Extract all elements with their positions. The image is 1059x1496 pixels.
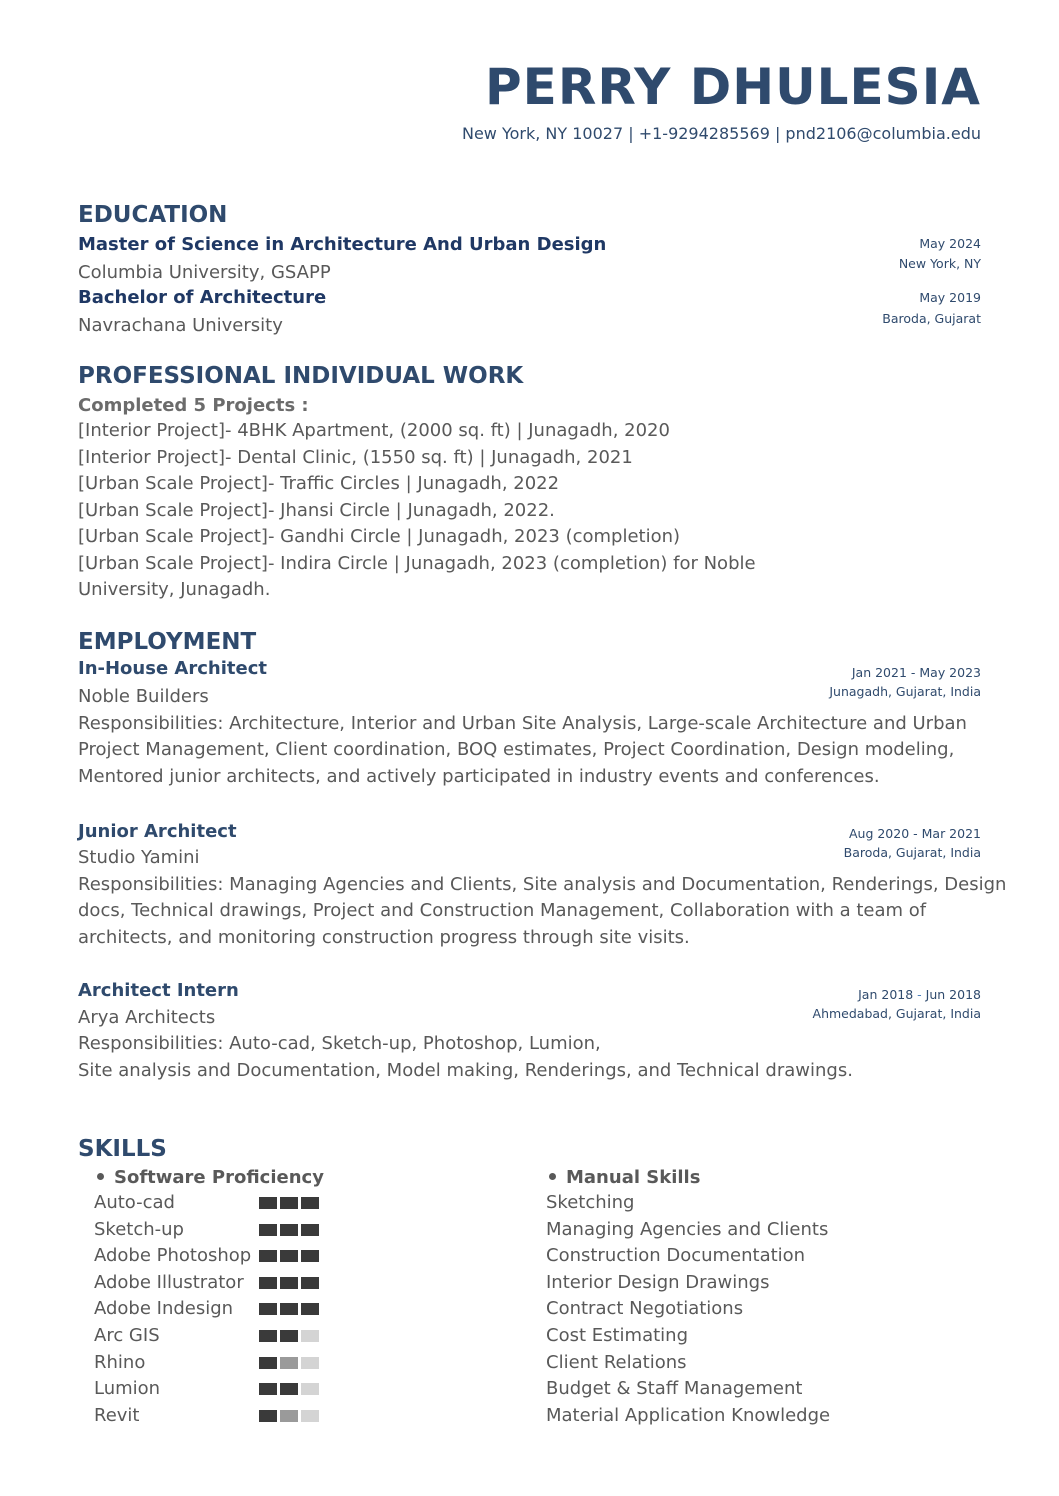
job-location: Baroda, Gujarat, India <box>843 845 981 860</box>
manual-skill-item: Cost Estimating <box>546 1324 689 1346</box>
employment-heading: EMPLOYMENT <box>78 629 257 655</box>
proficiency-bar-full <box>259 1410 277 1422</box>
software-skill-name: Adobe Photoshop <box>94 1245 252 1267</box>
projects-heading: PROFESSIONAL INDIVIDUAL WORK <box>78 363 524 389</box>
proficiency-bar-full <box>280 1330 298 1342</box>
proficiency-meter <box>259 1330 319 1342</box>
proficiency-bar-full <box>259 1383 277 1395</box>
proficiency-bar-full <box>259 1277 277 1289</box>
projects-subheading: Completed 5 Projects : <box>78 395 309 416</box>
software-skill-item <box>94 1376 251 1403</box>
manual-skill-item: Managing Agencies and Clients <box>546 1218 829 1240</box>
software-skill-item <box>94 1403 251 1430</box>
manual-skill-item: Construction Documentation <box>546 1245 806 1267</box>
education-location: New York, NY <box>898 256 981 271</box>
job-description-line: Site analysis and Documentation, Model making, Renderings, and Technical drawings. <box>78 1060 853 1081</box>
education-heading: EDUCATION <box>78 202 228 228</box>
proficiency-bar-full <box>280 1383 298 1395</box>
software-skill-name: Lumion <box>94 1378 161 1400</box>
education-date: May 2019 <box>919 290 981 305</box>
software-skill-name: Arc GIS <box>94 1324 160 1346</box>
manual-skill-item: Budget & Staff Management <box>546 1378 803 1400</box>
proficiency-bar-light <box>301 1357 319 1369</box>
proficiency-bar-mid <box>280 1357 298 1369</box>
software-skills-list <box>94 1190 251 1429</box>
job-date-start: Jan 2018 <box>858 987 914 1002</box>
education-degree: Bachelor of Architecture <box>78 287 327 308</box>
proficiency-bar-full <box>259 1357 277 1369</box>
software-skill-item <box>94 1323 251 1350</box>
proficiency-bar-full <box>280 1250 298 1262</box>
proficiency-meter <box>259 1224 319 1236</box>
proficiency-meter <box>259 1357 319 1369</box>
proficiency-bar-full <box>259 1330 277 1342</box>
candidate-name: PERRY DHULESIA <box>485 58 981 116</box>
proficiency-bar-light <box>301 1383 319 1395</box>
proficiency-meter <box>259 1197 319 1209</box>
job-description-line: Mentored junior architects, and actively participated in industry events and conferences. <box>78 766 880 787</box>
education-school: Navrachana University <box>78 315 283 336</box>
education-degree: Master of Science in Architecture And Urban Design <box>78 234 607 255</box>
proficiency-bar-full <box>280 1197 298 1209</box>
software-skill-name: Adobe Illustrator <box>94 1271 244 1293</box>
contact-info: New York, NY 10027 | +1-9294285569 | pnd2106@columbia.edu <box>461 124 981 143</box>
proficiency-bar-light <box>301 1410 319 1422</box>
job-company: Studio Yamini <box>78 847 200 868</box>
manual-skill-item: Client Relations <box>546 1351 687 1373</box>
proficiency-meter <box>259 1303 319 1315</box>
proficiency-bar-full <box>280 1277 298 1289</box>
job-dates <box>858 987 981 1002</box>
software-skill-name: Adobe Indesign <box>94 1298 234 1320</box>
proficiency-bar-mid <box>280 1410 298 1422</box>
software-skill-item <box>94 1190 251 1217</box>
job-title: Architect Intern <box>78 980 239 1001</box>
job-title: In-House Architect <box>78 658 267 679</box>
proficiency-bar-full <box>301 1197 319 1209</box>
proficiency-meter <box>259 1383 319 1395</box>
software-skill-item <box>94 1270 251 1297</box>
proficiency-bar-full <box>280 1224 298 1236</box>
manual-skill-item: Interior Design Drawings <box>546 1271 770 1293</box>
software-skill-item <box>94 1217 251 1244</box>
software-skills-label: Software Proficiency <box>114 1167 324 1188</box>
job-dates: Jan 2021 - May 2023 <box>851 665 981 680</box>
education-school: Columbia University, GSAPP <box>78 262 331 283</box>
project-line: [Urban Scale Project]- Gandhi Circle | Junagadh, 2023 (completion) <box>78 526 681 547</box>
job-location: Ahmedabad, Gujarat, India <box>812 1006 981 1021</box>
project-line: [Urban Scale Project]- Jhansi Circle | Junagadh, 2022. <box>78 500 555 521</box>
manual-skills-label: Manual Skills <box>566 1167 701 1188</box>
software-skill-item <box>94 1243 251 1270</box>
job-date-end: Jun 2018 <box>925 987 981 1002</box>
bullet-icon <box>97 1173 104 1180</box>
manual-skills-heading <box>549 1167 700 1188</box>
proficiency-bar-full <box>259 1197 277 1209</box>
job-company: Arya Architects <box>78 1007 216 1028</box>
job-description-line: Responsibilities: Architecture, Interior and Urban Site Analysis, Large-scale Architecture and Urban <box>78 713 967 734</box>
manual-skill-item: Sketching <box>546 1192 635 1213</box>
software-skill-item <box>94 1296 251 1323</box>
manual-skill-item: Material Application Knowledge <box>546 1404 831 1426</box>
job-location: Junagadh, Gujarat, India <box>829 684 981 699</box>
proficiency-bar-full <box>301 1303 319 1315</box>
manual-skills-list <box>546 1190 830 1429</box>
proficiency-bar-full <box>301 1277 319 1289</box>
bullet-icon <box>549 1173 556 1180</box>
software-skill-name: Rhino <box>94 1351 146 1373</box>
proficiency-meter <box>259 1250 319 1262</box>
job-description-line: Project Management, Client coordination, BOQ estimates, Project Coordination, Design modeling, <box>78 739 955 760</box>
proficiency-bar-full <box>259 1303 277 1315</box>
project-line: [Interior Project]- 4BHK Apartment, (2000 sq. ft) | Junagadh, 2020 <box>78 420 670 441</box>
education-location: Baroda, Gujarat <box>882 311 981 326</box>
project-line: [Interior Project]- Dental Clinic, (1550 sq. ft) | Junagadh, 2021 <box>78 447 633 468</box>
proficiency-bar-full <box>280 1303 298 1315</box>
software-skill-item <box>94 1350 251 1377</box>
proficiency-bar-full <box>259 1250 277 1262</box>
proficiency-meter <box>259 1410 319 1422</box>
software-skill-name: Revit <box>94 1404 140 1426</box>
project-line: [Urban Scale Project]- Indira Circle | Junagadh, 2023 (completion) for Noble <box>78 553 756 574</box>
job-title: Junior Architect <box>78 821 237 842</box>
education-date: May 2024 <box>919 236 981 251</box>
software-skills-heading <box>97 1167 324 1188</box>
job-company: Noble Builders <box>78 686 209 707</box>
job-description-line: docs, Technical drawings, Project and Construction Management, Collaboration with a team of <box>78 900 927 921</box>
skills-heading: SKILLS <box>78 1136 167 1162</box>
proficiency-bar-full <box>301 1250 319 1262</box>
job-dates: Aug 2020 - Mar 2021 <box>848 826 981 841</box>
project-line: [Urban Scale Project]- Traffic Circles | Junagadh, 2022 <box>78 473 560 494</box>
job-description-line: Responsibilities: Managing Agencies and Clients, Site analysis and Documentation, Renderings, Design <box>78 874 1007 895</box>
job-description-line: architects, and monitoring construction progress through site visits. <box>78 927 690 948</box>
proficiency-bar-full <box>259 1224 277 1236</box>
job-description-line: Responsibilities: Auto-cad, Sketch-up, Photoshop, Lumion, <box>78 1033 601 1054</box>
proficiency-bar-full <box>301 1224 319 1236</box>
software-skill-name: Sketch-up <box>94 1218 184 1240</box>
job-date-separator: - <box>917 987 922 1002</box>
project-line: University, Junagadh. <box>78 579 271 600</box>
proficiency-meter <box>259 1277 319 1289</box>
proficiency-bar-light <box>301 1330 319 1342</box>
manual-skill-item: Contract Negotiations <box>546 1298 744 1320</box>
software-skill-name: Auto-cad <box>94 1192 175 1213</box>
